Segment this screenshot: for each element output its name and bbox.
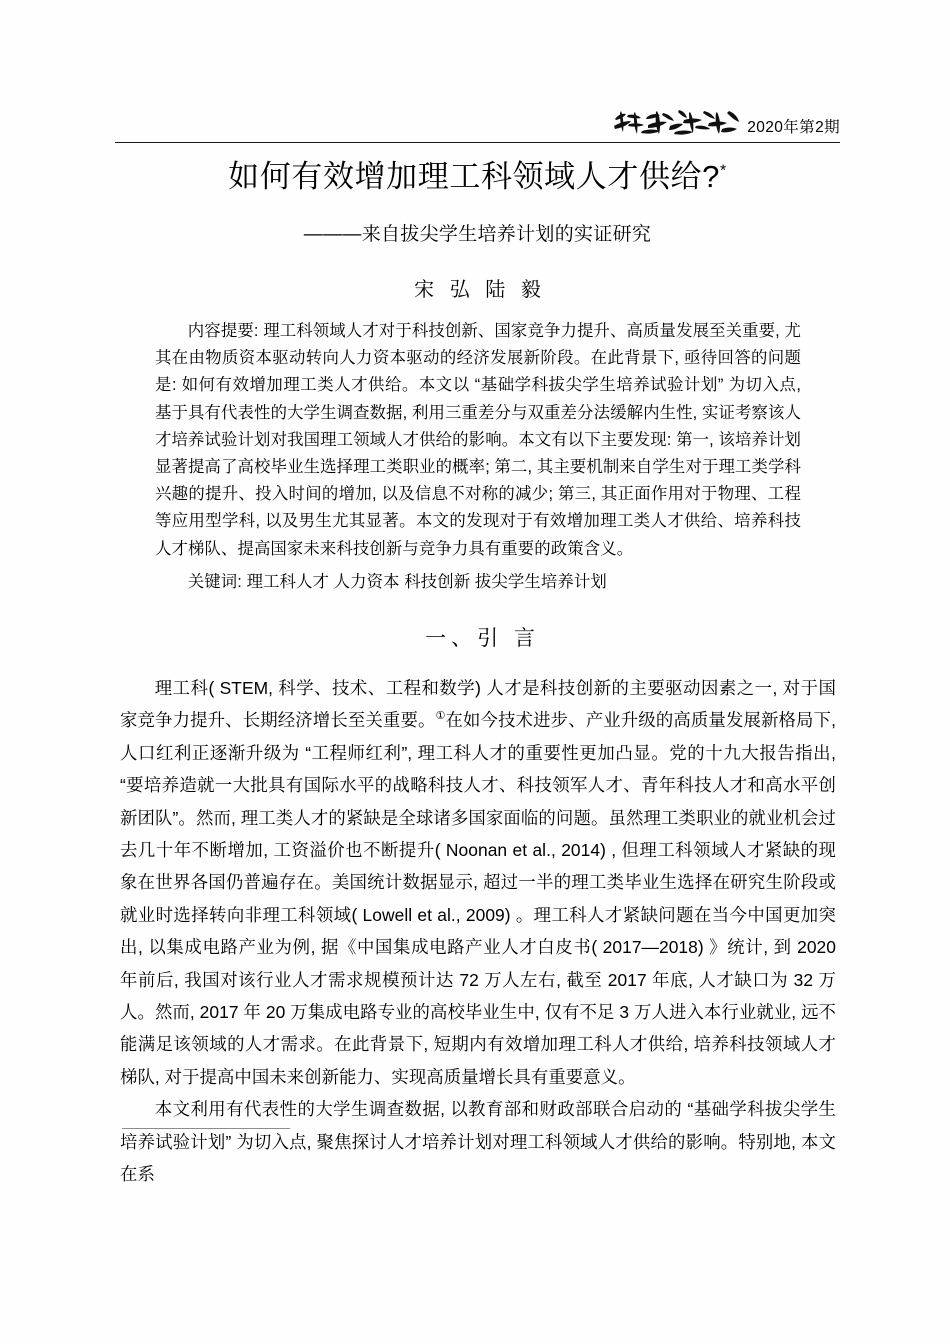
body-paragraph-1-part-2: 在如今技术进步、产业升级的高质量发展新格局下, 人口红利正逐渐升级为 “工程师红利”, 理工科人才的重要性更加凸显。党的十九大报告指出, “要培养造就一大批具有国际水平的战略科技人才、科技领军人才、青年科技人才和高水平创新团队”。然而, 理工类人才的紧缺是全球诸多国家面临的问题。虽然理工类职业的就业机会过去几十年不断增加, 工资溢价也不断提升( Noonan et al., 2014) , 但理工科领域人才紧缺的现象在世界各国仍普遍存在。美国统计数据显示, 超过一半的理工类毕业生选择在研究生阶段或就业时选择转向非理工科领域( Lowell et al., 2009) 。理工科人才紧缺问题在当今中国更加突出, 以集成电路产业为例, 据《中国集成电路产业人才白皮书( 2017—2018) 》统计, 到 2020 年前后, 我国对该行业人才需求规模预计达 72 万人左右, 截至 2017 年底, 人才缺口为 32 万人。然而, 2017 年 20 万集成电路专业的高校毕业生中, 仅有不足 3 万人进入本行业就业, 远不能满足该领域的人才需求。在此背景下, 短期内有效增加理工科人才供给, 培养科技领域人才梯队, 对于提高中国未来创新能力、实现高质量增长具有重要意义。 <box>120 710 836 1087</box>
page-title <box>115 158 840 197</box>
body-paragraph-1-part-1: 理工科( STEM, 科学、技术、工程和数学) 人才是科技创新的主要驱动因素之一, 对于国家竞争力提升、长期经济增长至关重要。 <box>120 678 836 731</box>
title-block <box>115 158 840 303</box>
abstract-text: 内容提要: 理工科领域人才对于科技创新、国家竞争力提升、高质量发展至关重要, 尤其在由物质资本驱动转向人力资本驱动的经济发展新阶段。在此背景下, 亟待回答的问题是: 如何有效增加理工类人才供给。本文以 “基础学科拔尖学生培养试验计划” 为切入点, 基于具有代表性的大学生调查数据, 利用三重差分与双重差分法缓解内生性, 实证考察该人才培养试验计划对我国理工领域人才供给的影响。本文有以下主要发现: 第一, 该培养计划显著提高了高校毕业生选择理工类职业的概率; 第二, 其主要机制来自学生对于理工类学科兴趣的提升、投入时间的增加, 以及信息不对称的减少; 第三, 其正面作用对于物理、工程等应用型学科, 以及男生尤其显著。本文的发现对于有效增加理工类人才供给、培养科技人才梯队、提高国家未来科技创新与竞争力具有重要的政策含义。 <box>155 322 801 558</box>
section-heading-introduction: 一、引 言 <box>425 627 540 650</box>
footnote-reference-1: ① <box>435 710 446 723</box>
abstract-block <box>155 318 801 596</box>
keywords-line: 关键词: 理工科人才 人力资本 科技创新 拔尖学生培养计划 <box>187 572 607 591</box>
header-issue-label: 2020年第2期 <box>747 118 840 136</box>
journal-logo-calligraphy <box>611 104 743 138</box>
footnote-separator <box>122 1128 290 1129</box>
header-content <box>115 98 840 138</box>
page-header <box>115 98 840 144</box>
header-divider <box>115 142 840 143</box>
author-list: 宋 弘 陆 毅 <box>414 279 546 302</box>
body-paragraph-1 <box>120 672 836 1093</box>
paper-subtitle: ———来自拔尖学生培养计划的实证研究 <box>303 223 652 245</box>
body-content <box>120 672 836 1191</box>
title-footnote-marker: * <box>720 162 727 180</box>
paper-title-text: 如何有效增加理工科领域人才供给? <box>228 159 720 194</box>
body-paragraph-2: 本文利用有代表性的大学生调查数据, 以教育部和财政部联合启动的 “基础学科拔尖学生培养试验计划” 为切入点, 聚焦探讨人才培养计划对理工科领域人才供给的影响。特别地, 本文在系 <box>120 1099 836 1185</box>
